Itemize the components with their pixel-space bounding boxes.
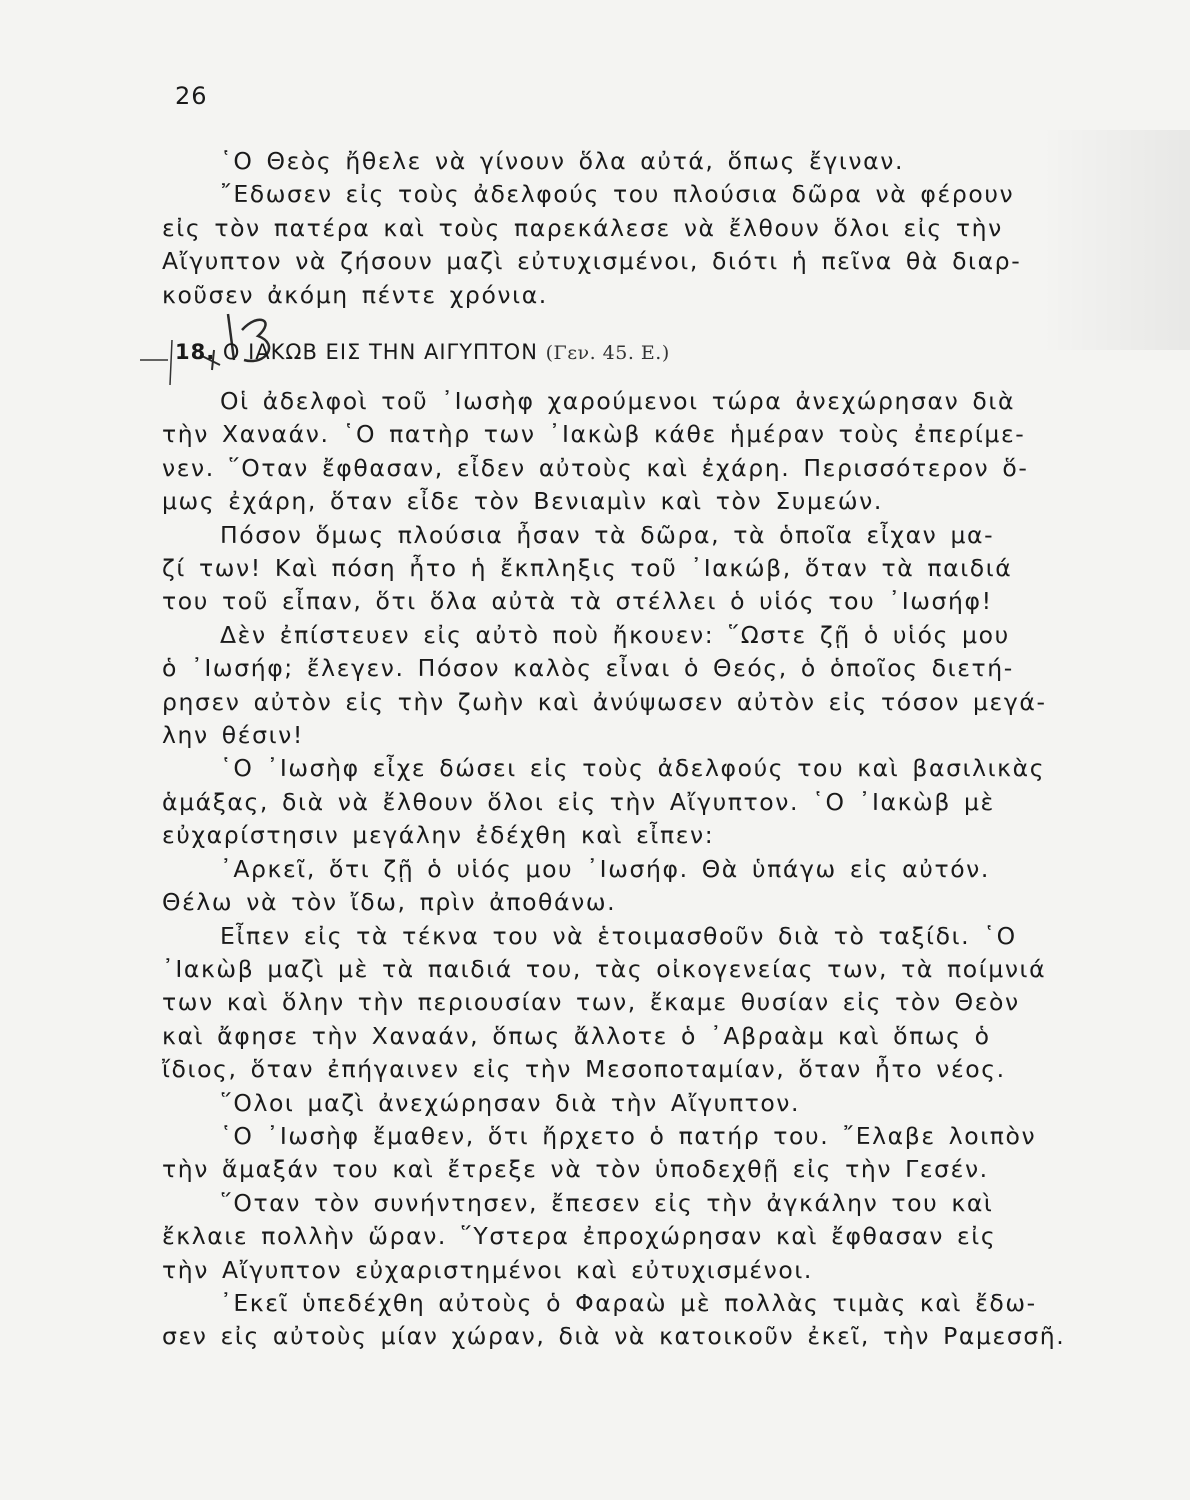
text-line: ἴδιος, ὅταν ἐπήγαινεν εἰς τὴν Μεσοποταμίαν, ὅταν ἦτο νέος. [162, 1055, 1006, 1084]
text-line: ῞Ολοι μαζὶ ἀνεχώρησαν διὰ τὴν Αἴγυπτον. [220, 1088, 801, 1117]
text-line: τὴν Χαναάν. ῾Ο πατὴρ των ᾿Ιακὼβ κάθε ἡμέραν τοὺς ἐπερίμε- [162, 420, 1026, 449]
text-line: ῾Ο ᾿Ιωσὴφ εἶχε δώσει εἰς τοὺς ἀδελφούς του καὶ βασιλικὰς [220, 754, 1046, 783]
text-line: των καὶ ὅλην τὴν περιουσίαν των, ἔκαμε θυσίαν εἰς τὸν Θεὸν [162, 988, 1020, 1017]
intro-paragraph [162, 145, 1127, 312]
section-reference: (Γεν. 45. Ε.) [545, 342, 670, 364]
text-line: Αἴγυπτον νὰ ζήσουν μαζὶ εὐτυχισμένοι, διότι ἡ πεῖνα θὰ διαρ- [162, 247, 1022, 276]
text-line: Οἱ ἀδελφοὶ τοῦ ᾿Ιωσὴφ χαρούμενοι τώρα ἀνεχώρησαν διὰ [220, 387, 1016, 415]
text-line: ἔκλαιε πολλὴν ὥραν. ῞Υστερα ἐπροχώρησαν καὶ ἔφθασαν εἰς [162, 1222, 997, 1251]
text-line: ῾Ο Θεὸς ἤθελε νὰ γίνουν ὅλα αὐτά, ὅπως ἔγιναν. [220, 147, 905, 175]
text-line: Θέλω νὰ τὸν ἴδω, πρὶν ἀποθάνω. [162, 888, 617, 917]
text-line: κοῦσεν ἀκόμη πέντε χρόνια. [162, 280, 548, 309]
text-line: ζί των! Καὶ πόση ἦτο ἡ ἔκπληξις τοῦ ᾿Ιακώβ, ὅταν τὰ παιδιά [162, 554, 1013, 583]
text-line: εὐχαρίστησιν μεγάλην ἐδέχθη καὶ εἶπεν: [162, 821, 715, 850]
text-line: του τοῦ εἶπαν, ὅτι ὅλα αὐτὰ τὰ στέλλει ὁ υἱός του ᾿Ιωσήφ! [162, 587, 993, 616]
section-heading [175, 340, 670, 364]
page-number: 26 [175, 82, 208, 110]
body-text [162, 385, 1127, 1354]
text-line: ᾿Αρκεῖ, ὅτι ζῇ ὁ υἱός μου ᾿Ιωσήφ. Θὰ ὑπάγω εἰς αὐτόν. [220, 854, 990, 883]
text-line: ῞Οταν τὸν συνήντησεν, ἔπεσεν εἰς τὴν ἀγκάλην του καὶ [220, 1188, 994, 1217]
text-line: Εἶπεν εἰς τὰ τέκνα του νὰ ἑτοιμασθοῦν διὰ τὸ ταξίδι. ῾Ο [220, 921, 1017, 950]
section-title: Ο ΙΑΚΩΒ ΕΙΣ ΤΗΝ ΑΙΓΥΠΤΟΝ [222, 340, 538, 364]
text-line: νεν. ῞Οταν ἔφθασαν, εἶδεν αὐτοὺς καὶ ἐχάρη. Περισσότερον ὅ- [162, 453, 1029, 482]
text-line: Δὲν ἐπίστευεν εἰς αὐτὸ ποὺ ἤκουεν: ῞Ωστε ζῇ ὁ υἱός μου [220, 620, 1010, 649]
text-line: μως ἐχάρη, ὅταν εἶδε τὸν Βενιαμὶν καὶ τὸν Συμεών. [162, 487, 883, 516]
text-line: ἁμάξας, διὰ νὰ ἔλθουν ὅλοι εἰς τὴν Αἴγυπτον. ῾Ο ᾿Ιακὼβ μὲ [162, 787, 995, 816]
text-line: τὴν ἅμαξάν του καὶ ἔτρεξε νὰ τὸν ὑποδεχθῇ εἰς τὴν Γεσέν. [162, 1155, 989, 1184]
text-line: εἰς τὸν πατέρα καὶ τοὺς παρεκάλεσε νὰ ἔλθουν ὅλοι εἰς τὴν [162, 213, 1003, 242]
text-line: ρησεν αὐτὸν εἰς τὴν ζωὴν καὶ ἀνύψωσεν αὐτὸν εἰς τόσον μεγά- [162, 687, 1047, 716]
text-line: σεν εἰς αὐτοὺς μίαν χώραν, διὰ νὰ κατοικοῦν ἐκεῖ, τὴν Ραμεσσῆ. [162, 1322, 1066, 1351]
text-line: τὴν Αἴγυπτον εὐχαριστημένοι καὶ εὐτυχισμένοι. [162, 1255, 814, 1284]
text-line: ὁ ᾿Ιωσήφ; ἔλεγεν. Πόσον καλὸς εἶναι ὁ Θεός, ὁ ὁποῖος διετή- [162, 654, 1014, 683]
text-line: ῾Ο ᾿Ιωσὴφ ἔμαθεν, ὅτι ἤρχετο ὁ πατήρ του. ῎Ελαβε λοιπὸν [220, 1121, 1037, 1150]
text-line: λην θέσιν! [162, 721, 304, 750]
text-line: Πόσον ὅμως πλούσια ἦσαν τὰ δῶρα, τὰ ὁποῖα εἶχαν μα- [220, 520, 995, 549]
section-number: 18. [175, 340, 216, 364]
text-line: ῎Εδωσεν εἰς τοὺς ἀδελφούς του πλούσια δῶρα νὰ φέρουν [220, 180, 1015, 209]
text-line: ᾿Εκεῖ ὑπεδέχθη αὐτοὺς ὁ Φαραὼ μὲ πολλὰς τιμὰς καὶ ἔδω- [220, 1288, 1037, 1317]
text-line: ᾿Ιακὼβ μαζὶ μὲ τὰ παιδιά του, τὰς οἰκογενείας των, τὰ ποίμνιά [162, 954, 1047, 983]
text-line: καὶ ἄφησε τὴν Χαναάν, ὅπως ἄλλοτε ὁ ᾿Αβραὰμ καὶ ὅπως ὁ [162, 1021, 991, 1050]
